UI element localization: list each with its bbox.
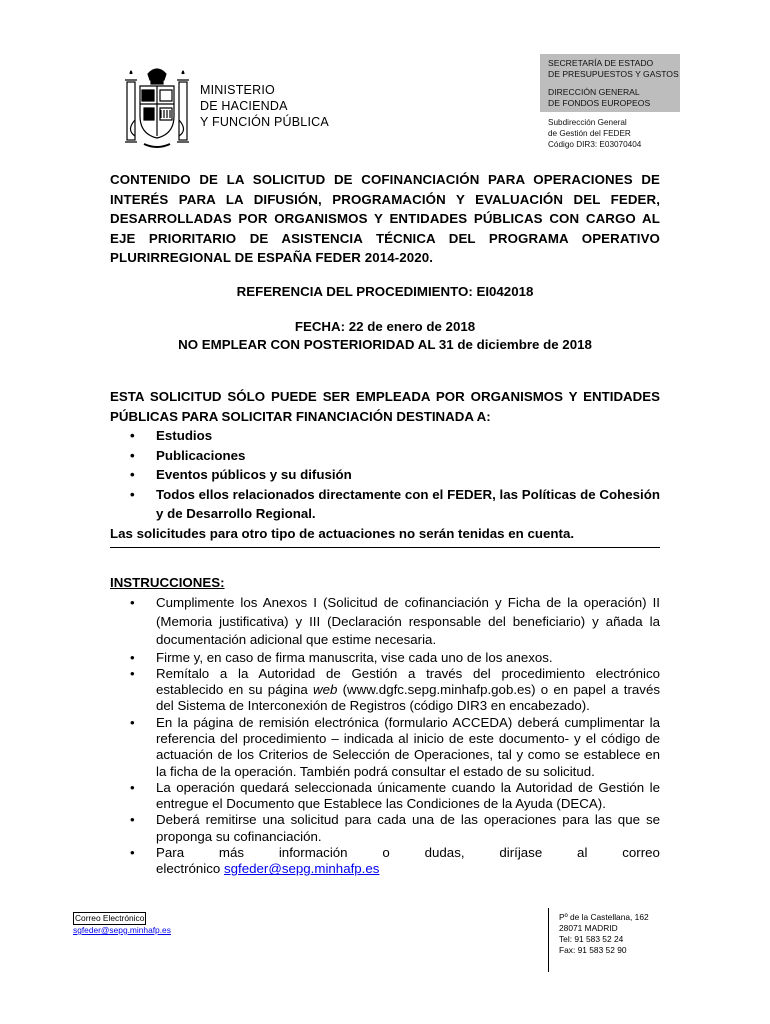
eligibility-intro: ESTA SOLICITUD SÓLO PUEDE SER EMPLEADA POR ORGANISMOS Y ENTIDADES PÚBLICAS PARA SOLICITAR FINANCIACIÓN DESTINADA A: [110, 389, 660, 424]
list-item: • Deberá remitirse una solicitud para cada una de las operaciones para las que se proponga su cofinanciación. [110, 812, 660, 845]
footer-email-block [73, 912, 171, 936]
list-item: • Eventos públicos y su difusión [110, 465, 660, 485]
list-item: • En la página de remisión electrónica (formulario ACCEDA) deberá cumplimentar la referencia del procedimiento – indicada al inicio de este documento- y el código de actuación de los Criterios de Selección de Operaciones, tal y como se establece en la ficha de la operación. También podrá consultar el estado de su solicitud. [110, 715, 660, 780]
expiry-notice: NO EMPLEAR CON POSTERIORIDAD AL 31 de diciembre de 2018 [178, 337, 592, 352]
contact-email-link[interactable]: sgfeder@sepg.minhafp.es [224, 861, 380, 877]
list-item: • Cumplimente los Anexos I (Solicitud de cofinanciación y Ficha de la operación) II (Memoria justificativa) y III (Declaración responsable del beneficiario) y añada la documentación adicional que estime necesaria. [110, 594, 660, 650]
footer-address: Pº de la Castellana, 162 28071 MADRID Tel: 91 583 52 24 Fax: 91 583 52 90 [559, 912, 649, 955]
list-item: • Publicaciones [110, 446, 660, 466]
contact-line: • Para más información o dudas, diríjase al correo [156, 845, 660, 861]
list-item: • Todos ellos relacionados directamente con el FEDER, las Políticas de Cohesión y de Desarrollo Regional. [110, 485, 660, 524]
list-item: • Para más información o dudas, diríjase al correo electrónico sgfeder@sepg.minhafp.es [110, 845, 660, 878]
divider [110, 547, 660, 548]
subdirectorate: Subdirección General de Gestión del FEDER Código DIR3: E03070404 [548, 118, 642, 149]
coat-of-arms-icon [124, 60, 190, 152]
secretariat-box: SECRETARÍA DE ESTADO DE PRESUPUESTOS Y GASTOS DIRECCIÓN GENERAL DE FONDOS EUROPEOS [540, 54, 680, 112]
list-item: • Firme y, en caso de firma manuscrita, vise cada uno de los anexos. [110, 650, 660, 666]
eligibility-note: Las solicitudes para otro tipo de actuaciones no serán tenidas en cuenta. [110, 525, 575, 541]
eligibility-section [110, 387, 660, 543]
document-title: CONTENIDO DE LA SOLICITUD DE COFINANCIACIÓN PARA OPERACIONES DE INTERÉS PARA LA DIFUSIÓN, PROGRAMACIÓN Y EVALUACIÓN DEL FEDER, DESARROLLADAS POR ORGANISMOS Y ENTIDADES PÚBLICAS CON CARGO AL EJE PRIORITARIO DE ASISTENCIA TÉCNICA DEL PROGRAMA OPERATIVO PLURIRREGIONAL DE ESPAÑA FEDER 2014-2020. [110, 172, 660, 265]
instructions-list [110, 594, 660, 878]
eligibility-list [110, 426, 660, 524]
ministry-name: MINISTERIO DE HACIENDA Y FUNCIÓN PÚBLICA [200, 83, 329, 129]
list-item: • La operación quedará seleccionada únicamente cuando la Autoridad de Gestión le entregue el Documento que Establece las Condiciones de la Ayuda (DECA). [110, 780, 660, 813]
footer-email-link[interactable]: sgfeder@sepg.minhafp.es [73, 925, 171, 935]
list-item: • Remítalo a la Autoridad de Gestión a través del procedimiento electrónico establecido en su página web (www.dgfc.sepg.minhafp.gob.es) o en papel a través del Sistema de Interconexión de Registros (código DIR3 en encabezado). [110, 666, 660, 715]
document-date: FECHA: 22 de enero de 2018 [294, 319, 476, 334]
footer-email-label: Correo Electrónico [75, 913, 145, 923]
procedure-reference: REFERENCIA DEL PROCEDIMIENTO: EI042018 [236, 284, 534, 299]
footer-divider [548, 908, 549, 972]
instructions-heading: INSTRUCCIONES: [110, 575, 225, 590]
instructions-section [110, 594, 660, 878]
list-item: • Estudios [110, 426, 660, 446]
